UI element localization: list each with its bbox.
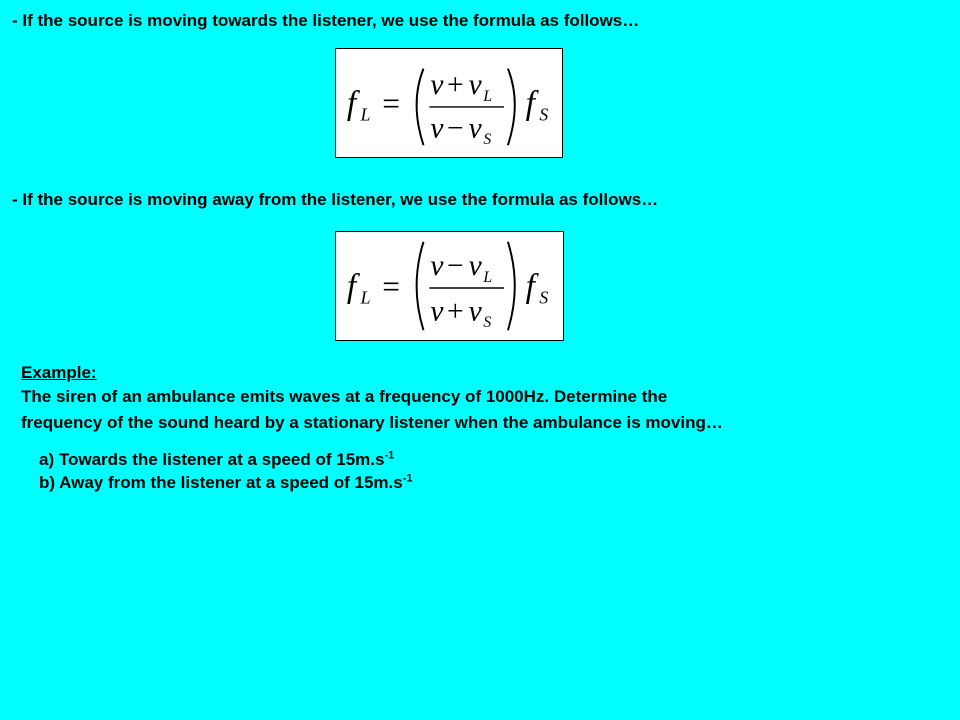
left-paren-icon bbox=[417, 69, 424, 146]
formula-num-sub: L bbox=[483, 269, 493, 287]
formula-den-v: v bbox=[430, 295, 444, 328]
formula-rhs-sub: S bbox=[539, 104, 549, 125]
example-part-a bbox=[39, 450, 394, 470]
formula-lhs-sub: L bbox=[360, 104, 371, 125]
right-paren-icon bbox=[508, 69, 515, 146]
example-part-b bbox=[39, 473, 413, 493]
example-title: Example: bbox=[21, 363, 97, 382]
example-line-2: frequency of the sound heard by a stationary listener when the ambulance is moving… bbox=[21, 413, 723, 432]
formula-equals: = bbox=[382, 268, 400, 304]
formula-rhs-sub: S bbox=[539, 287, 549, 308]
formula-rhs: f bbox=[525, 267, 535, 305]
formula-num-vl: v bbox=[468, 69, 482, 102]
formula-lhs: f bbox=[346, 84, 357, 122]
right-paren-icon bbox=[508, 242, 515, 330]
intro-away-text: - If the source is moving away from the listener, we use the formula as follows… bbox=[12, 190, 659, 209]
formula-num-vl: v bbox=[468, 250, 482, 283]
formula-den-op: − bbox=[447, 112, 464, 145]
formula-lhs-sub: L bbox=[360, 287, 371, 308]
formula-den-sub: S bbox=[483, 314, 492, 332]
part-b-text: b) Away from the listener at a speed of 15m.s bbox=[39, 473, 403, 492]
formula-den-sub: S bbox=[483, 131, 492, 149]
formula-equals: = bbox=[382, 85, 400, 121]
formula-den-vs: v bbox=[468, 112, 482, 145]
formula-num-op: − bbox=[447, 250, 464, 283]
formula-away bbox=[335, 231, 564, 341]
formula-num-v: v bbox=[430, 69, 444, 102]
part-a-sup: -1 bbox=[384, 449, 395, 462]
formula-num-v: v bbox=[430, 250, 444, 283]
part-b-sup: -1 bbox=[402, 472, 413, 485]
example-line-1: The siren of an ambulance emits waves at a frequency of 1000Hz. Determine the bbox=[21, 387, 668, 406]
formula-den-v: v bbox=[430, 112, 444, 145]
left-paren-icon bbox=[417, 242, 424, 330]
intro-towards-text: - If the source is moving towards the listener, we use the formula as follows… bbox=[12, 11, 640, 30]
formula-num-sub: L bbox=[483, 88, 493, 106]
formula-rhs: f bbox=[525, 84, 535, 122]
formula-lhs: f bbox=[346, 267, 357, 305]
formula-towards bbox=[335, 48, 563, 158]
part-a-text: a) Towards the listener at a speed of 15m.s bbox=[39, 450, 385, 469]
formula-num-op: + bbox=[447, 69, 464, 102]
formula-den-op: + bbox=[447, 295, 464, 328]
formula-den-vs: v bbox=[468, 295, 482, 328]
